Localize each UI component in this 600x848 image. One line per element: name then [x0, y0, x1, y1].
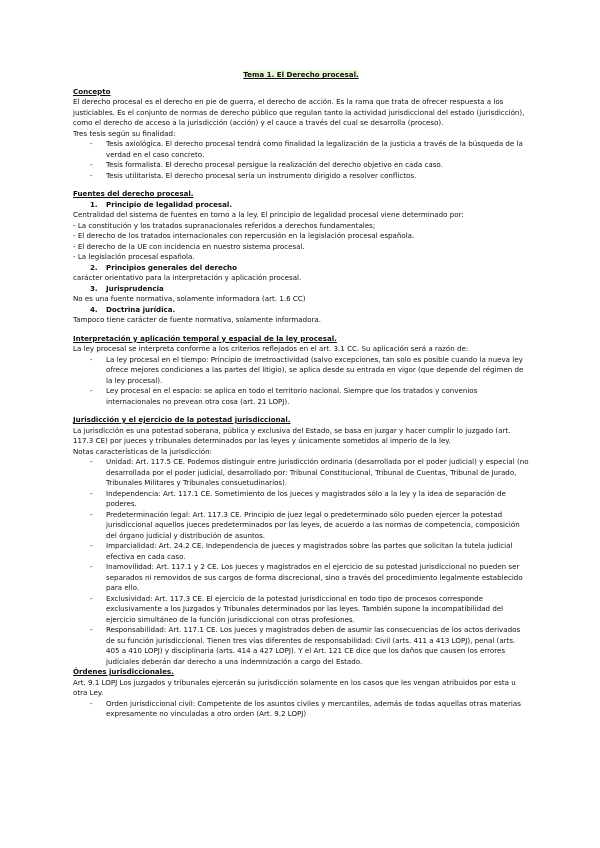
heading-ordenes: Órdenes jurisdiccionales.	[73, 667, 174, 676]
numbered-heading: 3. Jurisprudencia	[90, 283, 164, 293]
document-page	[73, 70, 529, 720]
paragraph: No es una fuente normativa, solamente informadora (art. 1.6 CC)	[73, 294, 306, 303]
list-item: - Inamovilidad: Art. 117.1 y 2 CE. Los jueces y magistrados en el ejercicio de su potestad jurisdiccional no pueden ser separados ni removidos de sus cargos de forma discrecional, sino a través del procedimiento legalmente establecido para ello.	[73, 562, 529, 594]
list-item: - Unidad: Art. 117.5 CE. Podemos distinguir entre jurisdicción ordinaria (desarrollada por el poder judicial) y especial (no desarrollada por el poder judicial, desarrollado por: Tribunal Constitucional, Tribunal de Cuentas, Tribunal de Jurado, Tribunales Militares y Tribunales consuetudinarios).	[73, 457, 529, 489]
list-item: - Imparcialidad: Art. 24.2 CE. Independencia de jueces y magistrados sobre las partes que solicitan la tutela judicial efectiva en cada caso.	[73, 541, 529, 562]
paragraph: El derecho procesal es el derecho en pie de guerra, el derecho de acción. Es la rama que trata de ofrecer respuesta a los justiciables. Es el conjunto de normas de derecho público que regulan tanto la actividad jurisdiccional del estado (jurisdicción), como el derecho de acceso a la jurisdicción (acción) y el cauce a través del cual se desarrolla (proceso).	[73, 97, 525, 127]
heading-fuentes: Fuentes del derecho procesal.	[73, 189, 194, 198]
heading-concepto: Concepto	[73, 86, 111, 96]
list-line: - La constitución y los tratados supranacionales referidos a derechos fundamentales;	[73, 220, 376, 230]
list-item: - Orden jurisdiccional civil: Competente de los asuntos civiles y mercantiles, además de todas aquellas otras materias expresamente no vinculadas a otro orden (Art. 9.2 LOPJ)	[73, 699, 529, 720]
list-item: - Independencia: Art. 117.1 CE. Sometimiento de los jueces y magistrados sólo a la ley y la idea de separación de poderes.	[73, 489, 529, 510]
list-line: - El derecho de la UE con incidencia en nuestro sistema procesal.	[73, 241, 305, 251]
paragraph: Notas características de la jurisdicción:	[73, 446, 213, 456]
paragraph: carácter orientativo para la interpretación y aplicación procesal.	[73, 273, 302, 282]
heading-jurisdiccion: Jurisdicción y el ejercicio de la potestad jurisdiccional.	[73, 415, 291, 424]
paragraph: Tampoco tiene carácter de fuente normativa, solamente informadora.	[73, 315, 322, 324]
list-item: - Responsabilidad: Art. 117.1 CE. Los jueces y magistrados deben de asumir las consecuencias de los actos derivados de su función jurisdiccional. Tienen tres vías diferentes de responsabilidad: Civil (arts. 411 a 413 LOPJ), penal (arts. 405 a 410 LOPJ) y disciplinaria (arts. 414 a 427 LOPJ). Y el Art. 121 CE dice que los daños que causen los errores judiciales deberán dar derecho a una indemnización a cargo del Estado.	[73, 625, 529, 667]
list-item: - Tesis axiológica. El derecho procesal tendrá como finalidad la legalización de la justicia a través de la búsqueda de la verdad en el caso concreto.	[73, 139, 529, 160]
numbered-heading: 4. Doctrina jurídica.	[90, 304, 176, 314]
paragraph: La jurisdicción es una potestad soberana, pública y exclusiva del Estado, se basa en juzgar y hacer cumplir lo juzgado (art. 117.3 CE) por jueces y tribunales determinados por las leyes y únicamente sometidos al imperio de la ley.	[73, 425, 511, 445]
list-item: - La ley procesal en el tiempo: Principio de irretroactividad (salvo excepciones, tan solo es posible cuando la nueva ley ofrece mejores condiciones a las partes del litigio), se aplica desde su entrada en vigor (que depende del régimen de la ley procesal).	[73, 355, 529, 387]
numbered-heading: 2. Principios generales del derecho	[90, 262, 237, 272]
heading-interpretacion: Interpretación y aplicación temporal y espacial de la ley procesal.	[73, 333, 337, 343]
list-item: - Exclusividad: Art. 117.3 CE. El ejercicio de la potestad jurisdiccional en todo tipo de procesos corresponde exclusivamente a los Juzgados y Tribunales determinados por las leyes. También supone la incompatibilidad del ejercicio simultáneo de la función jurisdiccional con otras profesiones.	[73, 594, 529, 626]
paragraph: La ley procesal se interpreta conforme a los criterios reflejados en el art. 3.1 CC. Su aplicación será a razón de:	[73, 344, 469, 353]
document-title: Tema 1. El Derecho procesal.	[243, 70, 359, 79]
list-line: - La legislación procesal española.	[73, 252, 195, 261]
paragraph: Art. 9.1 LOPJ Los juzgados y tribunales ejercerán su jurisdicción solamente en los casos que les vengan atribuidos por esta u otra Ley.	[73, 677, 516, 697]
list-item: - Ley procesal en el espacio: se aplica en todo el territorio nacional. Siempre que los tratados y convenios internacionales no prevean otra cosa (art. 21 LOPJ).	[73, 386, 529, 407]
list-line: - El derecho de los tratados internacionales con repercusión en la legislación procesal española.	[73, 231, 415, 240]
list-item: - Predeterminación legal: Art. 117.3 CE. Principio de juez legal o predeterminado sólo pueden ejercer la potestad jurisdiccional aquellos jueces predeterminados por las leyes, de acuerdo a las normas de competencia, composición del órgano judicial y distribución de asuntos.	[73, 510, 529, 542]
list-item: - Tesis formalista. El derecho procesal persigue la realización del derecho objetivo en cada caso.	[73, 160, 529, 171]
paragraph: Centralidad del sistema de fuentes en torno a la ley. El principio de legalidad procesal viene determinado por:	[73, 210, 464, 219]
numbered-heading: 1. Principio de legalidad procesal.	[90, 199, 233, 209]
paragraph: Tres tesis según su finalidad:	[73, 128, 176, 138]
list-item: - Tesis utilitarista. El derecho procesal sería un instrumento dirigido a resolver conflictos.	[73, 171, 529, 182]
